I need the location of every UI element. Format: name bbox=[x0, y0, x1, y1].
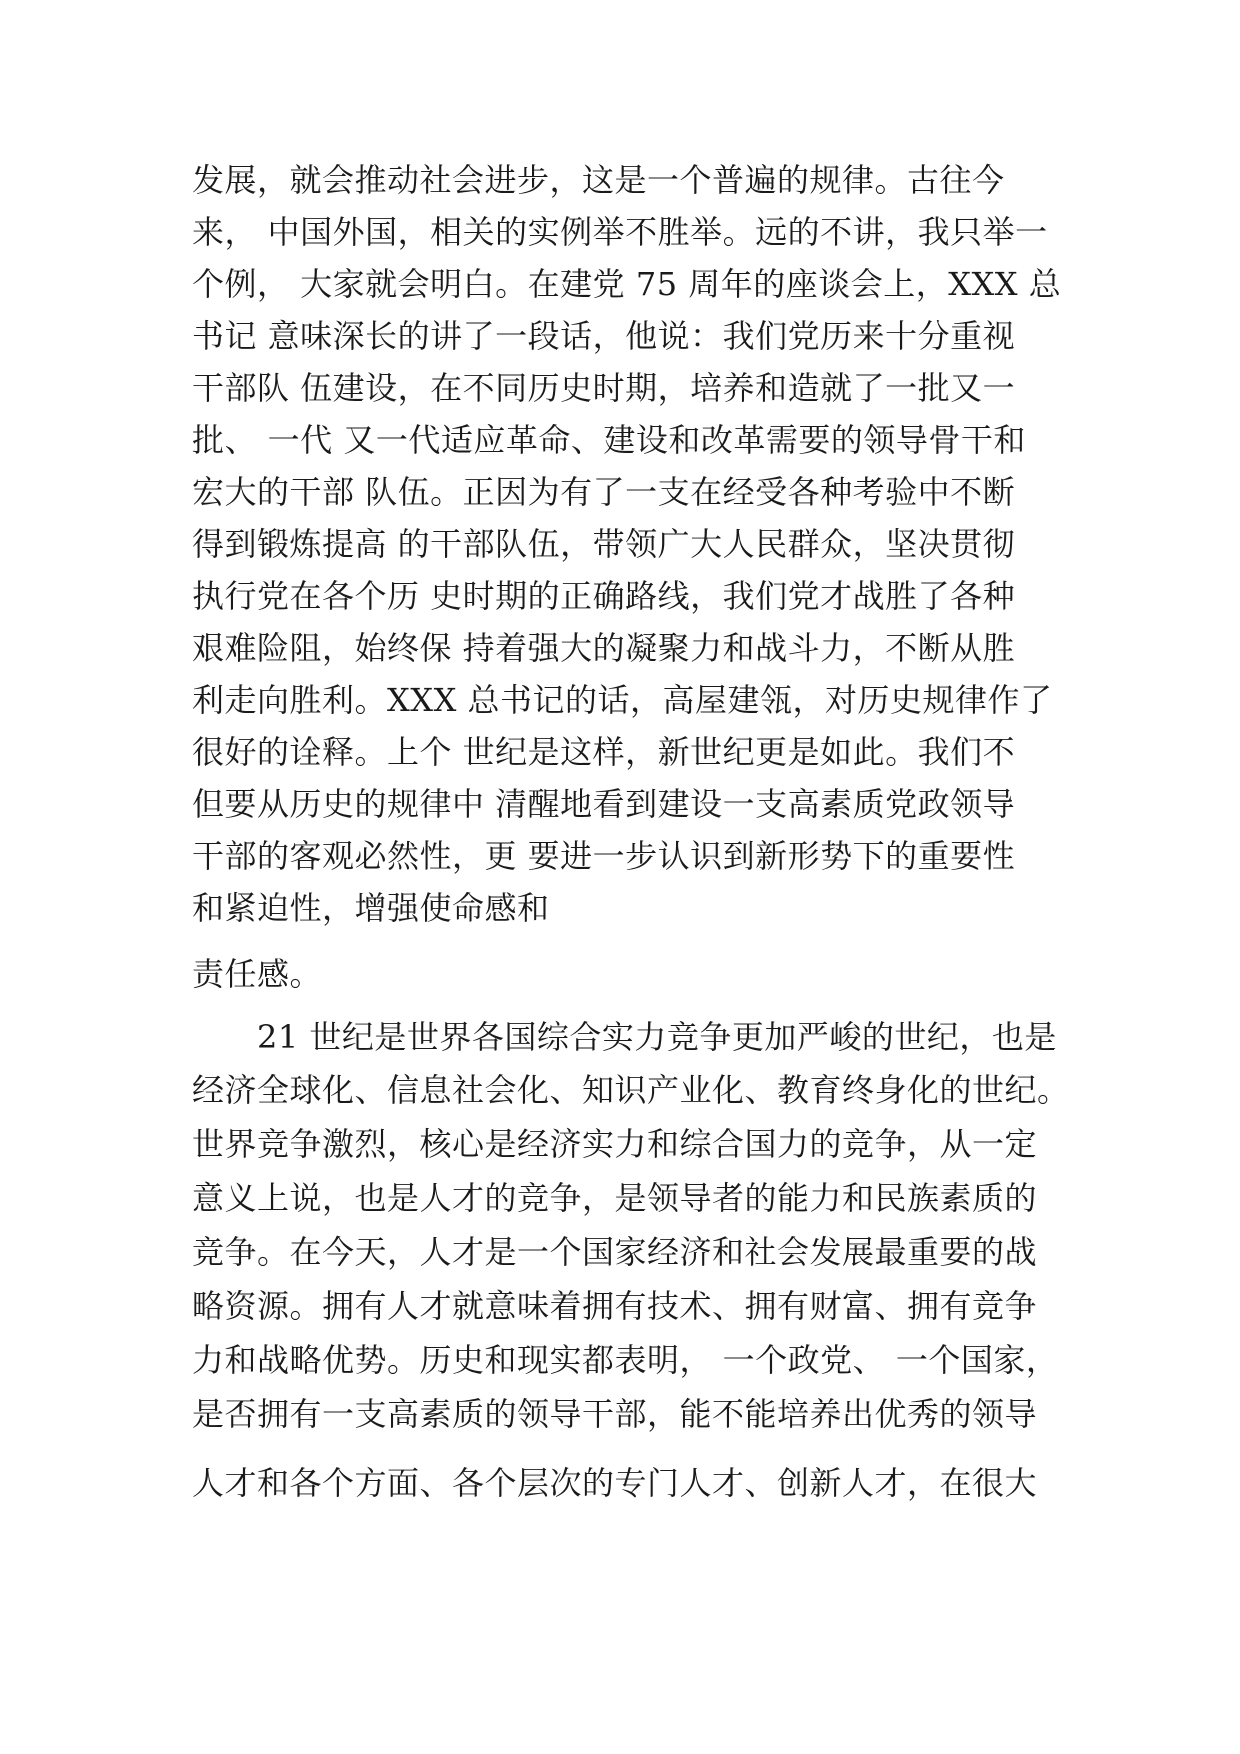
text-line: 书记 意味深长的讲了一段话，他说：我们党历来十分重视 bbox=[192, 317, 1016, 355]
text-line: 人才和各个方面、各个层次的专门人才、创新人才，在很大 bbox=[192, 1464, 1038, 1502]
text-line: 利走向胜利。XXX 总书记的话，高屋建瓴，对历史规律作了 bbox=[192, 681, 1053, 719]
text-line: 宏大的干部 队伍。正因为有了一支在经受各种考验中不断 bbox=[192, 473, 1016, 511]
text-line: 是否拥有一支高素质的领导干部，能不能培养出优秀的领导 bbox=[192, 1395, 1038, 1433]
text-line: 干部队 伍建设，在不同历史时期，培养和造就了一批又一 bbox=[192, 369, 1016, 407]
text-line: 干部的客观必然性，更 要进一步认识到新形势下的重要性 bbox=[192, 837, 1016, 875]
text-line: 责任感。 bbox=[192, 955, 323, 993]
text-line: 21 世纪是世界各国综合实力竞争更加严峻的世纪，也是 bbox=[192, 1018, 1057, 1056]
text-line: 得到锻炼提高 的干部队伍，带领广大人民群众，坚决贯彻 bbox=[192, 525, 1016, 563]
text-line: 发展，就会推动社会进步，这是一个普遍的规律。古往今 bbox=[192, 161, 1005, 199]
text-line: 执行党在各个历 史时期的正确路线，我们党才战胜了各种 bbox=[192, 577, 1016, 615]
text-line: 略资源。拥有人才就意味着拥有技术、拥有财富、拥有竞争 bbox=[192, 1287, 1038, 1325]
text-line: 艰难险阻，始终保 持着强大的凝聚力和战斗力，不断从胜 bbox=[192, 629, 1016, 667]
text-line: 经济全球化、信息社会化、知识产业化、教育终身化的世纪。 bbox=[192, 1071, 1070, 1109]
text-line: 力和战略优势。历史和现实都表明， 一个政党、 一个国家， bbox=[192, 1341, 1059, 1379]
text-line: 但要从历史的规律中 清醒地看到建设一支高素质党政领导 bbox=[192, 785, 1016, 823]
text-line: 竞争。在今天，人才是一个国家经济和社会发展最重要的战 bbox=[192, 1233, 1038, 1271]
text-line: 批、 一代 又一代适应革命、建设和改革需要的领导骨干和 bbox=[192, 421, 1026, 459]
text-line: 和紧迫性，增强使命感和 bbox=[192, 889, 550, 927]
text-line: 很好的诠释。上个 世纪是这样，新世纪更是如此。我们不 bbox=[192, 733, 1016, 771]
text-line: 意义上说，也是人才的竞争，是领导者的能力和民族素质的 bbox=[192, 1179, 1038, 1217]
text-line: 个例， 大家就会明白。在建党 75 周年的座谈会上，XXX 总 bbox=[192, 265, 1062, 303]
text-line: 来， 中国外国，相关的实例举不胜举。远的不讲，我只举一 bbox=[192, 213, 1048, 251]
text-line: 世界竞争激烈，核心是经济实力和综合国力的竞争，从一定 bbox=[192, 1125, 1038, 1163]
